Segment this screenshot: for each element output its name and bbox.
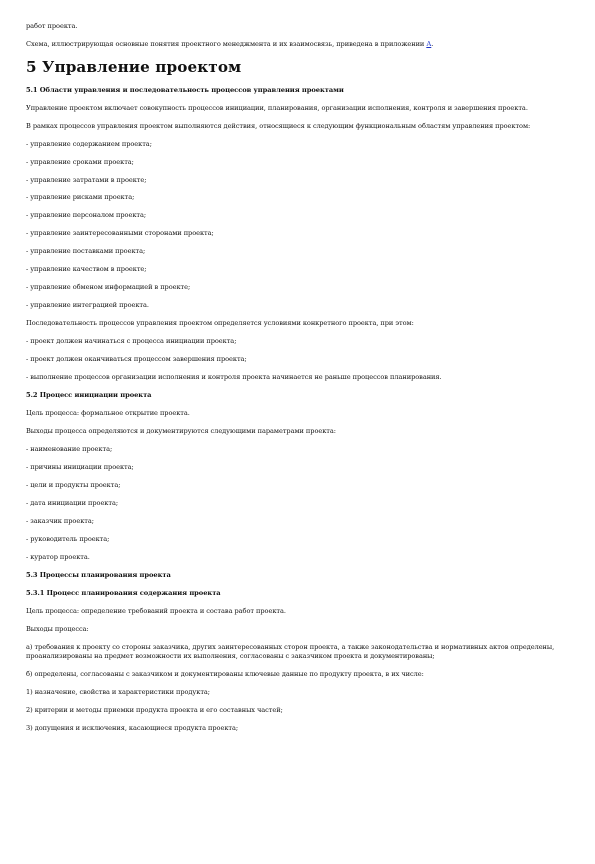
list-item: - управление сроками проекта; xyxy=(26,157,134,166)
list-item: - управление заинтересованными сторонами проекта; xyxy=(26,229,214,238)
document-page xyxy=(0,22,595,864)
section-5-1-paragraph-3: Последовательность процессов управления проектом определяется условиями конкретного проекта, при этом: xyxy=(26,319,414,328)
section-5-1-paragraph-1: Управление проектом включает совокупность процессов инициации, планирования, организации исполнения, контроля и завершения проекта. xyxy=(26,103,528,112)
section-5-3-1-heading: 5.3.1 Процесс планирования содержания проекта xyxy=(26,589,221,598)
section-5-3-1-outputs-label: Выходы процесса: xyxy=(26,625,89,634)
list-item: - цели и продукты проекта; xyxy=(26,481,121,490)
list-item: - управление содержанием проекта; xyxy=(26,139,152,148)
list-item: - руководитель проекта; xyxy=(26,535,110,544)
paragraph-work-tail: работ проекта. xyxy=(26,22,78,30)
section-5-3-1-goal: Цель процесса: определение требований проекта и состава работ проекта. xyxy=(26,607,286,616)
numbered-item: 2) критерии и методы приемки продукта проекта и его составных частей; xyxy=(26,705,283,714)
section-5-2-goal: Цель процесса: формальное открытие проекта. xyxy=(26,409,190,418)
section-5-3-1-item-a: а) требования к проекту со стороны заказчика, других заинтересованных сторон проекта, а также законодательства и нормативных актов определены, проанализированы на предмет возможности их выполнения, согласованы с заказчиком проекта и документированы; xyxy=(26,643,555,660)
section-5-2-paragraph: Выходы процесса определяются и документируются следующими параметрами проекта: xyxy=(26,427,336,436)
list-item: - дата инициации проекта; xyxy=(26,499,119,508)
section-5-title: 5 Управление проектом xyxy=(26,57,242,76)
appendix-reference-end: . xyxy=(431,39,434,48)
paragraph-appendix-reference xyxy=(26,40,569,49)
section-5-3-1-item-b: б) определены, согласованы с заказчиком и документированы ключевые данные по продукту проекта, в их числе: xyxy=(26,669,424,678)
appendix-reference-text: Схема, иллюстрирующая основные понятия проектного менеджмента и их взаимосвязь, приведена в приложении xyxy=(26,39,427,48)
list-item: - управление рисками проекта; xyxy=(26,193,135,202)
list-item: - проект должен оканчиваться процессом завершения проекта; xyxy=(26,355,247,364)
list-item: - заказчик проекта; xyxy=(26,517,94,526)
section-5-1-heading: 5.1 Области управления и последовательность процессов управления проектами xyxy=(26,85,344,94)
list-item: - куратор проекта. xyxy=(26,553,90,562)
list-item: - управление качеством в проекте; xyxy=(26,265,147,274)
list-item: - управление затратами в проекте; xyxy=(26,175,147,184)
list-item: - причины инициации проекта; xyxy=(26,463,134,472)
list-item: - управление обменом информацией в проекте; xyxy=(26,283,191,292)
appendix-a-link[interactable]: А xyxy=(426,39,432,48)
section-5-1-paragraph-2: В рамках процессов управления проектом выполняются действия, относящиеся к следующим функциональным областям управления проектом: xyxy=(26,121,531,130)
section-5-3-heading: 5.3 Процессы планирования проекта xyxy=(26,571,171,580)
list-item: - управление поставками проекта; xyxy=(26,247,146,256)
list-item: - проект должен начинаться с процесса инициации проекта; xyxy=(26,337,237,346)
section-5-2-heading: 5.2 Процесс инициации проекта xyxy=(26,391,152,400)
numbered-item: 1) назначение, свойства и характеристики продукта; xyxy=(26,687,210,696)
list-item: - наименование проекта; xyxy=(26,445,113,454)
list-item: - управление персоналом проекта; xyxy=(26,211,147,220)
numbered-item: 3) допущения и исключения, касающиеся продукта проекта; xyxy=(26,723,239,732)
list-item: - управление интеграцией проекта. xyxy=(26,301,149,310)
list-item: - выполнение процессов организации исполнения и контроля проекта начинается не раньше процессов планирования. xyxy=(26,373,442,382)
